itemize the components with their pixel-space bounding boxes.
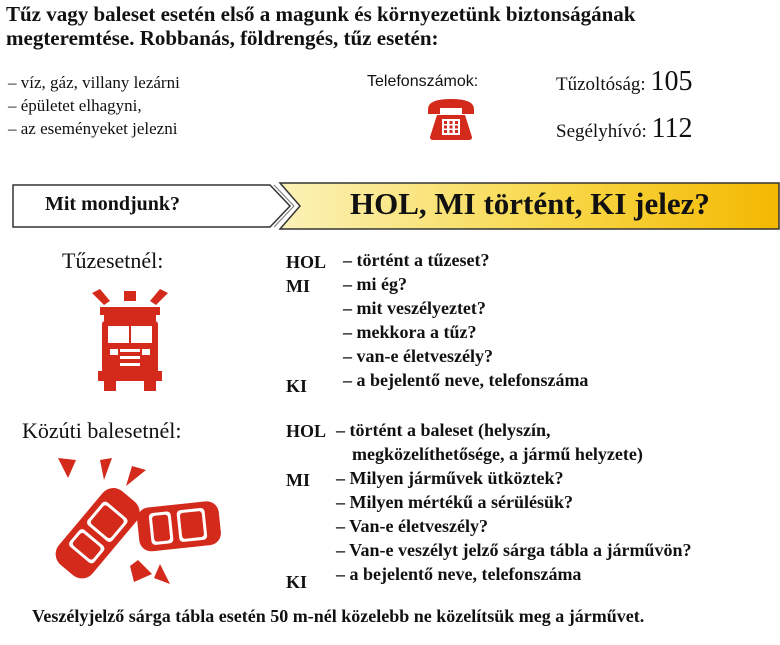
traffic-line: – történt a baleset (helyszín,	[336, 420, 551, 440]
footer-note: Veszélyjelző sárga tábla esetén 50 m-nél közelebb ne közelítsük meg a járművet.	[32, 606, 645, 626]
traffic-line: – Milyen járművek ütköztek?	[336, 468, 564, 488]
traffic-line: – Milyen mértékű a sérülésük?	[336, 492, 573, 512]
emergency-digits: 112	[651, 113, 693, 144]
fire-service-digits: 105	[650, 66, 693, 97]
action-item: – épületet elhagyni,	[8, 96, 142, 115]
traffic-kw-mi: MI	[286, 470, 310, 490]
fire-line: – történt a tűzeset?	[343, 250, 490, 270]
emergency-label: Segélyhívó:	[556, 121, 647, 142]
fire-truck-icon	[88, 287, 172, 391]
intro-text	[6, 2, 776, 50]
action-item: – víz, gáz, villany lezárni	[8, 73, 180, 92]
fire-service-number	[556, 66, 692, 98]
fire-service-label: Tűzoltóság:	[556, 74, 646, 95]
fire-line: – van-e életveszély?	[343, 346, 493, 366]
phones-label: Telefonszámok:	[367, 73, 479, 90]
emergency-number	[556, 113, 693, 145]
traffic-line: – Van-e életveszély?	[336, 516, 488, 536]
banner-left-text: Mit mondjunk?	[45, 193, 181, 215]
traffic-kw-hol: HOL	[286, 421, 327, 441]
traffic-line: – a bejelentő neve, telefonszáma	[336, 564, 582, 584]
intro-line-2: megteremtése. Robbanás, földrengés, tűz esetén:	[6, 26, 439, 50]
traffic-kw-ki: KI	[286, 572, 308, 592]
traffic-heading: Közúti balesetnél:	[22, 418, 182, 443]
fire-kw-mi: MI	[286, 276, 310, 296]
action-item: – az eseményeket jelezni	[8, 119, 178, 138]
telephone-icon	[425, 95, 477, 141]
traffic-line: megközelíthetősége, a jármű helyzete)	[352, 444, 643, 464]
fire-heading: Tűzesetnél:	[62, 248, 164, 273]
fire-kw-ki: KI	[286, 376, 308, 396]
banner-right-text: HOL, MI történt, KI jelez?	[350, 186, 710, 221]
fire-kw-hol: HOL	[286, 252, 327, 272]
traffic-line: – Van-e veszélyt jelző sárga tábla a járművön?	[336, 540, 692, 560]
fire-line: – a bejelentő neve, telefonszáma	[343, 370, 589, 390]
intro-line-1: Tűz vagy baleset esetén első a magunk és környezetünk biztonságának	[6, 2, 636, 26]
fire-line: – mi ég?	[343, 274, 407, 294]
fire-line: – mekkora a tűz?	[343, 322, 477, 342]
car-crash-icon	[42, 456, 222, 586]
fire-line: – mit veszélyeztet?	[343, 298, 486, 318]
